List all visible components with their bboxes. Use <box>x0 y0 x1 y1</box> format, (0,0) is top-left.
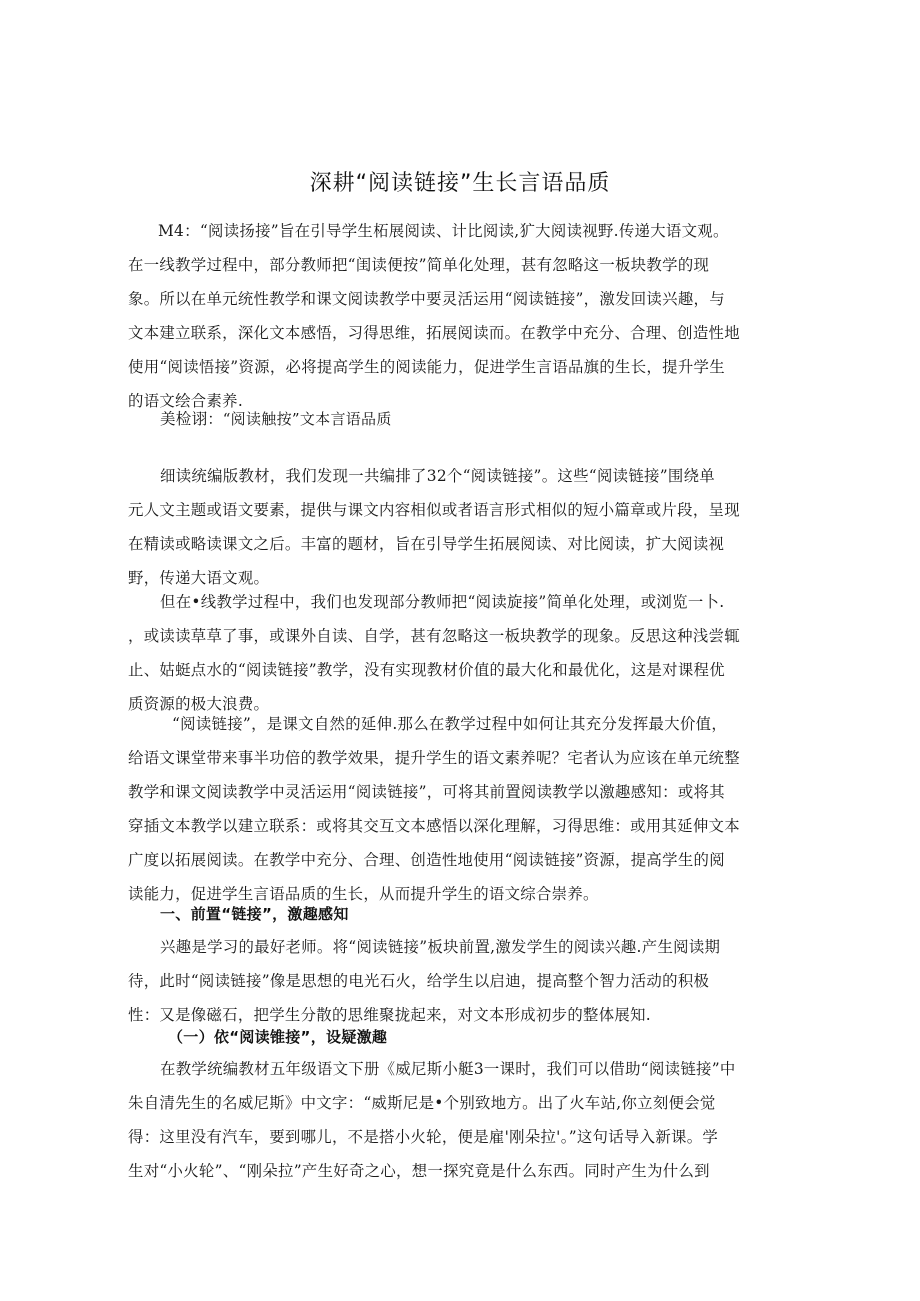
paragraph <box>128 459 792 595</box>
intro-line: M4：“阅读扬接”旨在引导学生柘展阅读、计比阅读,犷大阅读视野.传递大语文观。 <box>158 222 729 240</box>
intro-line: 使用“阅读悟接”资源，必将提高学生的阅读能力，促进学生言语品旗的生长，提升学生 <box>128 358 725 376</box>
keywords-text: ：“阅读触按”文本言语品质 <box>207 410 392 428</box>
intro-line: 文本建立联系，深化文本感悟，习得思维，拓展阅读而。在教学中充分、合理、创造性地 <box>128 324 740 342</box>
paragraph-line: 得：这里没有汽车，要到哪儿，不是搭小火轮，便是雇'刚朵拉'。”这句话导入新课。学 <box>128 1128 719 1146</box>
keywords-label: 美检诩 <box>160 410 208 428</box>
section-heading-block <box>128 897 792 931</box>
section-heading: 一、前置“链接”，激趣感知 <box>160 905 349 923</box>
paragraph-line: 但在•线教学过程中，我们也发现部分教师把“阅读旋接”简单化处理，或浏览一卜. <box>160 593 725 611</box>
paragraph-line: 质资源的极大浪费。 <box>128 695 270 713</box>
paragraph <box>128 585 792 721</box>
intro-abstract <box>128 214 792 418</box>
paragraph <box>128 707 792 911</box>
paragraph-line: 待，此时“阅读链接”像是思想的电光石火，给学生以启迪，提高整个智力活动的积极 <box>128 972 710 990</box>
paragraph-line: 给语文课堂带来事半功倍的教学效果，提升学生的语文素养呢？宅者认为应该在单元统整 <box>128 749 740 767</box>
paragraph-line: 野，传递大语文观。 <box>128 569 270 587</box>
paragraph-line: 止、姑蜓点水的“阅读链接”教学，没有实现教材价值的最大化和最优化，这是对课程优 <box>128 661 725 679</box>
intro-line: 的语文绘合素养. <box>128 392 244 410</box>
paragraph-line: 在教学统编教材五年级语文下册《威尼斯小艇3一课时，我们可以借助“阅读链接”中 <box>160 1060 736 1078</box>
page-title: 深耕“阅读链接”生长言语品质 <box>309 171 611 196</box>
paragraph-line: 元人文主题或语文要素，提供与课文内容相似或者语言形式相似的短小篇章或片段，呈现 <box>128 501 740 519</box>
paragraph-line: “阅读链接”，是课文自然的延伸.那么在教学过程中如何让其充分发挥最大价值， <box>172 715 728 733</box>
paragraph-line: 广度以拓展阅读。在教学中充分、合理、创造性地使用“阅读链接”资源，提高学生的阅 <box>128 851 725 869</box>
paragraph-line: 穿插文本教学以建立联系：或将其交互文本感悟以深化理解，习得思维：或用其延伸文本 <box>128 817 740 835</box>
paragraph-line: 朱自清先生的名威尼斯》中文字：“威斯尼是•个别致地方。出了火车站,你立刻便会觉 <box>128 1094 716 1112</box>
paragraph-line: 教学和课文阅读教学中灵活运用“阅读链接”，可将其前置阅读教学以激趣感知：或将其 <box>128 783 725 801</box>
subsection-heading-block <box>128 1020 792 1054</box>
paragraph-line: 兴趣是学习的最好老师。将“阅读链接”板块前置,激发学生的阅读兴趣.产生阅读期 <box>160 938 721 956</box>
paragraph-line: 性：又是像磁石，把学生分散的思维聚拢起来，对文本形成初步的整体展知. <box>128 1006 651 1024</box>
section-body <box>128 930 792 1032</box>
intro-line: 在一线教学过程中，部分教师把“闺读便按”简单化处理，甚有忽略这一板块教学的现 <box>128 256 710 274</box>
paragraph-line: 生对“小火轮”、“刚朵拉”产生好奇之心，想一探究竟是什么东西。同时产生为什么到 <box>128 1162 710 1180</box>
subsection-body <box>128 1052 792 1188</box>
paragraph-line: 在精读或略读课文之后。丰富的题材，旨在引导学生拓展阅读、对比阅读，扩大阅读视 <box>128 535 725 553</box>
subsection-heading: （一）依“阅读锥接”，设疑激趣 <box>168 1028 388 1046</box>
paragraph-line: 细读统编版教材，我们发现一共编排了32个“阅读链接”。这些“阅读链接”围绕单 <box>160 467 715 485</box>
paragraph-line: ，或读读草草了事，或课外自读、自学，甚有忽略这一板块教学的现象。反思这种浅尝辄 <box>128 627 740 645</box>
intro-line: 象。所以在单元统性教学和课文阅读教学中要灵活运用“阅读链接”，激发回读兴趣，与 <box>128 290 725 308</box>
paragraph-line: 读能力，促进学生言语品质的生长，从而提升学生的语文综合崇养。 <box>128 885 599 903</box>
keywords-row <box>128 402 792 436</box>
